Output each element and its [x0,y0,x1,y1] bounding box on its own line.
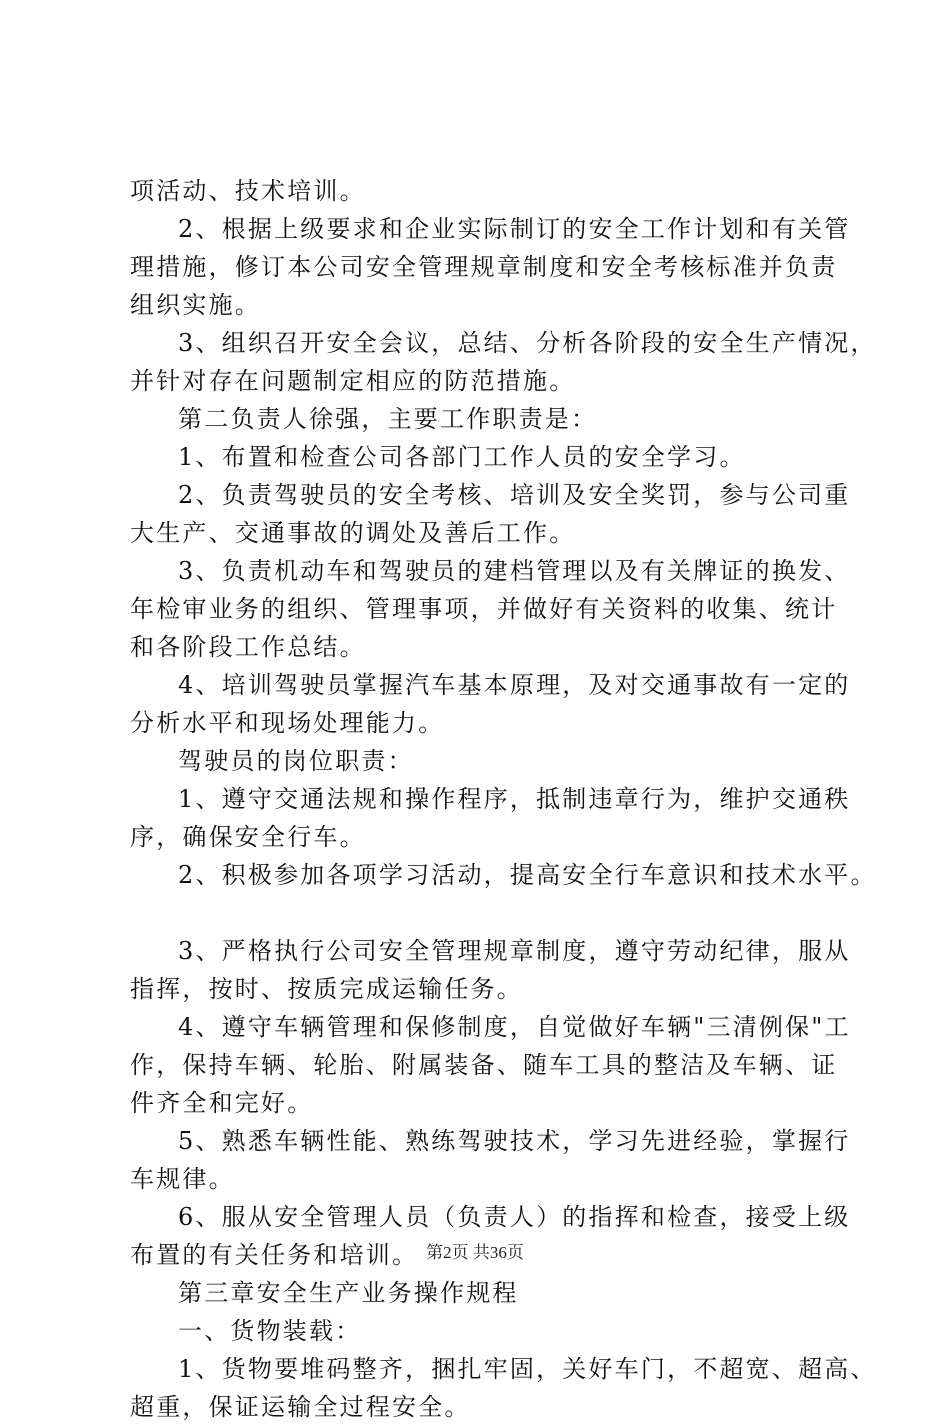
text-line: 布置的有关任务和培训。 [130,1241,419,1269]
text-line: 6、服从安全管理人员（负责人）的指挥和检查，接受上级 [178,1203,851,1231]
section-heading: 驾驶员的岗位职责： [178,747,414,775]
section-heading: 第二负责人徐强，主要工作职责是： [178,405,598,433]
text-line: 2、积极参加各项学习活动，提高安全行车意识和技术水平。 [178,861,877,889]
text-line: 组织实施。 [130,291,261,319]
document-body [130,172,877,1426]
text-line: 件齐全和完好。 [130,1089,314,1117]
text-line: 大生产、交通事故的调处及善后工作。 [130,519,576,547]
page-number-footer: 第2页 共36页 [426,1243,524,1262]
text-line: 并针对存在问题制定相应的防范措施。 [130,367,576,395]
text-line: 3、严格执行公司安全管理规章制度，遵守劳动纪律，服从 [178,937,851,965]
text-line: 理措施，修订本公司安全管理规章制度和安全考核标准并负责 [130,253,838,281]
text-line: 分析水平和现场处理能力。 [130,709,445,737]
text-line: 指挥，按时、按质完成运输任务。 [130,975,523,1003]
text-line: 作，保持车辆、轮胎、附属装备、随车工具的整洁及车辆、证 [130,1051,838,1079]
text-line: 3、组织召开安全会议，总结、分析各阶段的安全生产情况， [178,329,877,357]
text-line: 3、负责机动车和驾驶员的建档管理以及有关牌证的换发、 [178,557,851,585]
text-line: 4、培训驾驶员掌握汽车基本原理，及对交通事故有一定的 [178,671,851,699]
text-line: 车规律。 [130,1165,235,1193]
text-line: 1、遵守交通法规和操作程序，抵制违章行为，维护交通秩 [178,785,851,813]
text-line: 年检审业务的组织、管理事项，并做好有关资料的收集、统计 [130,595,838,623]
text-line: 序，确保安全行车。 [130,823,366,851]
text-line: 和各阶段工作总结。 [130,633,366,661]
section-heading: 一、货物装载： [178,1317,362,1345]
text-line: 1、布置和检查公司各部门工作人员的安全学习。 [178,443,746,471]
blank-line [130,894,845,932]
text-line: 项活动、技术培训。 [130,177,366,205]
text-line: 超重，保证运输全过程安全。 [130,1393,471,1421]
chapter-heading: 第三章安全生产业务操作规程 [178,1279,519,1307]
text-line: 4、遵守车辆管理和保修制度，自觉做好车辆"三清例保"工 [178,1013,851,1041]
text-line: 2、根据上级要求和企业实际制订的安全工作计划和有关管 [178,215,851,243]
text-line: 1、货物要堆码整齐，捆扎牢固，关好车门，不超宽、超高、 [178,1355,877,1383]
text-line: 2、负责驾驶员的安全考核、培训及安全奖罚，参与公司重 [178,481,851,509]
text-line: 5、熟悉车辆性能、熟练驾驶技术，学习先进经验，掌握行 [178,1127,851,1155]
